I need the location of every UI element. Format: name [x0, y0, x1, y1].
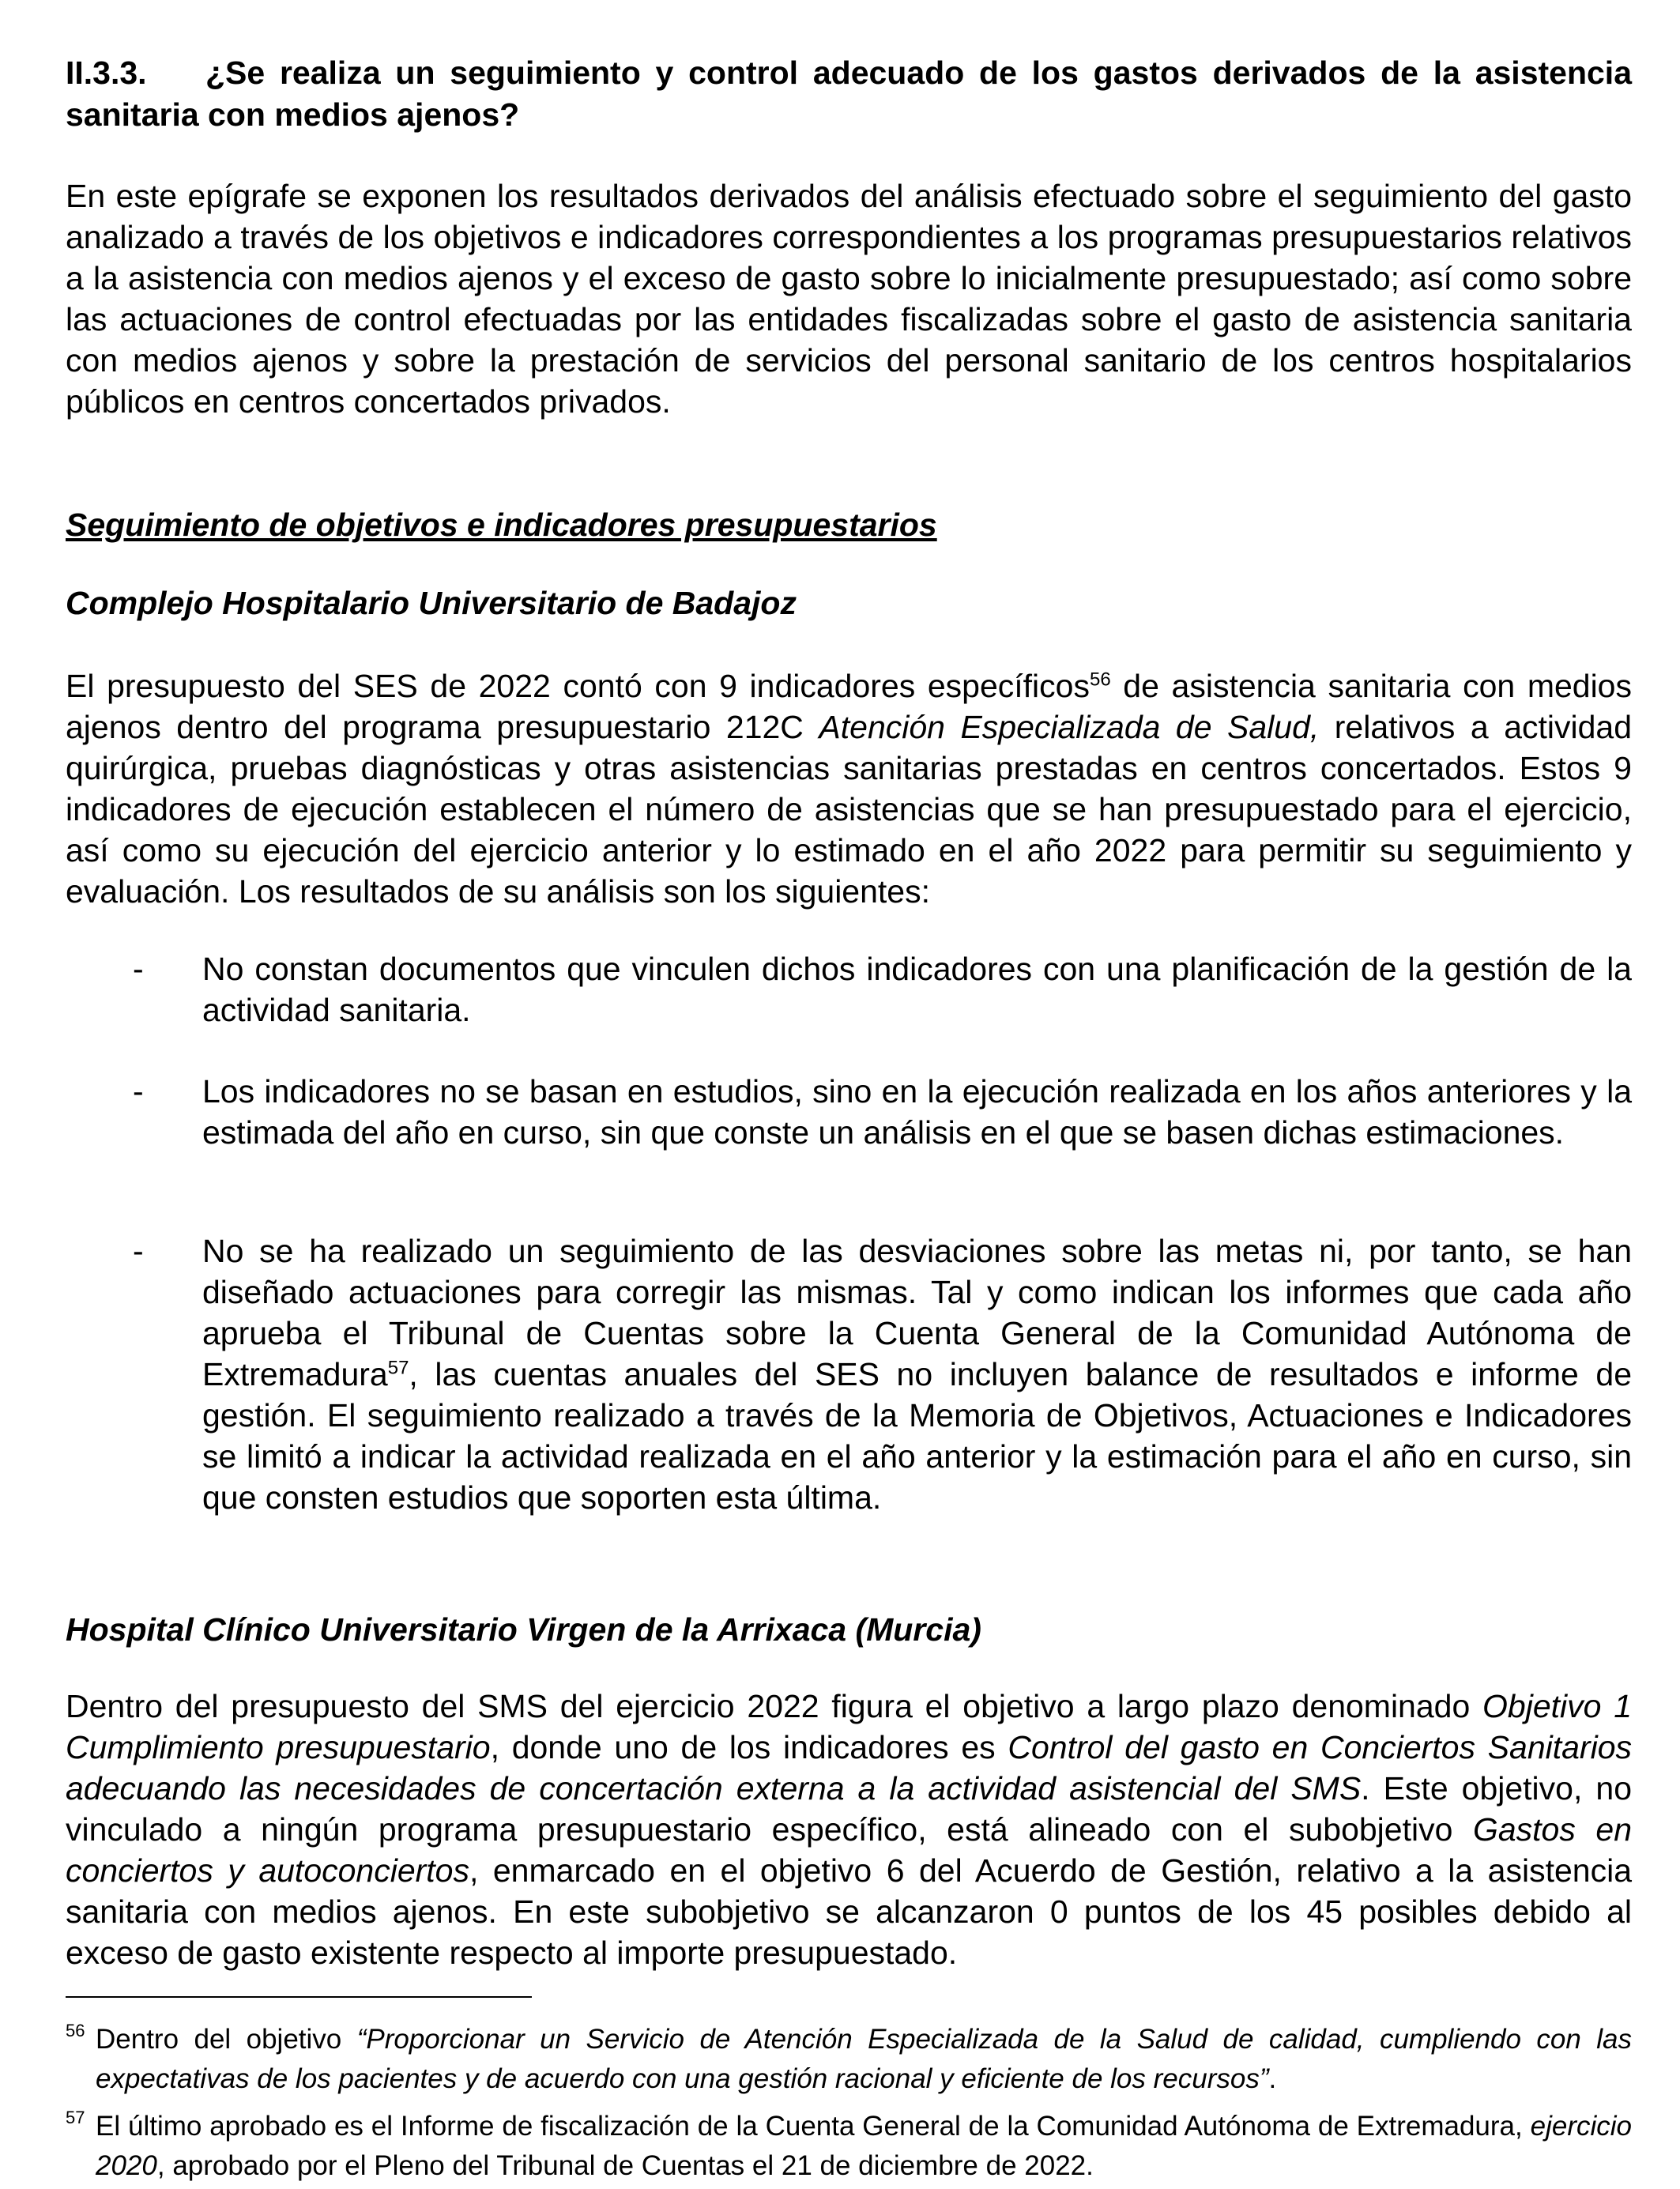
text: El último aprobado es el Informe de fiscalización de la Cuenta General de la Comunidad Autónoma de Extremadura,	[96, 2111, 1531, 2142]
footnote-56: 56 Dentro del objetivo “Proporcionar un Servicio de Atención Especializada de la Salud de calidad, cumpliendo con las expectativas de los pacientes y de acuerdo con una gestión racional y eficiente de los recursos”.	[66, 2021, 1632, 2094]
text: , enmarcado en el objetivo 6 del Acuerdo de Gestión, relativo a la asistencia sanitaria con medios ajenos. En este subobjetivo se alcanzaron 0 puntos de los 45 posibles debido al exceso de gasto existente respecto al importe presupuestado.	[66, 1852, 1632, 1971]
text: Dentro del objetivo	[96, 2024, 357, 2055]
intro-paragraph: En este epígrafe se exponen los resultados derivados del análisis efectuado sobre el seguimiento del gasto analizado a través de los objetivos e indicadores correspondientes a los programas presupuestarios relativos a la asistencia con medios ajenos y el exceso de gasto sobre lo inicialmente presupuestado; así como sobre las actuaciones de control efectuadas por las entidades fiscalizadas sobre el gasto de asistencia sanitaria con medios ajenos y sobre la prestación de servicios del personal sanitario de los centros hospitalarios públicos en centros concertados privados.	[66, 178, 1632, 420]
text: relativos a actividad quirúrgica, pruebas diagnósticas y otras asistencias sanitarias prestadas en centros concertados. Estos 9 indicadores de ejecución establecen el número de asistencias que se han presupuestado para el ejercicio, así como su ejecución del ejercicio anterior y lo estimado en el año 2022 para permitir su seguimiento y evaluación. Los resultados de su análisis son los siguientes:	[66, 709, 1633, 910]
footnote-ref-57[interactable]: 57	[387, 1357, 409, 1379]
section-number: II.3.3.	[66, 55, 147, 91]
section-title	[66, 52, 1632, 136]
text: , las cuentas anuales del SES no incluyen balance de resultados e informe de gestión. El seguimiento realizado a través de la Memoria de Objetivos, Actuaciones e Indicadores se limitó a indicar la actividad realizada en el año anterior y la estimación para el año en curso, sin que consten estudios que soporten esta última.	[202, 1356, 1632, 1516]
section-question: ¿Se realiza un seguimiento y control adecuado de los gastos derivados de la asistencia sanitaria con medios ajenos?	[66, 55, 1632, 133]
italic-text: Objetivo 1 Cumplimiento presupuestario	[66, 1688, 1632, 1765]
text: . Este objetivo, no vinculado a ningún programa presupuestario específico, está alineado con el subobjetivo	[66, 1770, 1632, 1848]
bullet-dash: -	[133, 1233, 144, 1269]
text: , donde uno de los indicadores es	[490, 1729, 1008, 1765]
footnote-57: 57 El último aprobado es el Informe de fiscalización de la Cuenta General de la Comunidad Autónoma de Extremadura, ejercicio 2020, aprobado por el Pleno del Tribunal de Cuentas el 21 de diciembre de 2022.	[66, 2108, 1632, 2181]
bullet-text	[202, 1230, 1632, 1518]
footnote-ref-56[interactable]: 56	[1089, 669, 1111, 691]
murcia-paragraph	[66, 1686, 1632, 1973]
badajoz-paragraph	[66, 665, 1632, 912]
objectives-heading: Seguimiento de objetivos e indicadores presupuestarios	[66, 507, 937, 543]
murcia-heading: Hospital Clínico Universitario Virgen de la Arrixaca (Murcia)	[66, 1611, 981, 1648]
badajoz-heading: Complejo Hospitalario Universitario de Badajoz	[66, 585, 797, 621]
bullet-dash: -	[133, 1073, 144, 1110]
bullet-dash: -	[133, 951, 144, 987]
bullet-item	[66, 1071, 1632, 1153]
text: de asistencia sanitaria con medios ajenos dentro del programa presupuestario 212C	[66, 668, 1632, 745]
program-name: Atención Especializada de Salud,	[819, 709, 1320, 745]
italic-text: Gastos en conciertos y autoconciertos	[66, 1811, 1633, 1889]
text: No se ha realizado un seguimiento de las desviaciones sobre las metas ni, por tanto, se han diseñado actuaciones para corregir las mismas. Tal y como indican los informes que cada año aprueba el Tribunal de Cuentas sobre la Cuenta General de la Comunidad Autónoma de Extremadura	[202, 1233, 1632, 1392]
italic-text: ejercicio 2020	[96, 2111, 1632, 2181]
text: , aprobado por el Pleno del Tribunal de Cuentas el 21 de diciembre de 2022.	[156, 2150, 1094, 2181]
bullet-item	[66, 948, 1632, 1030]
text: El presupuesto del SES de 2022 contó con 9 indicadores específicos	[66, 668, 1090, 704]
bullet-text: Los indicadores no se basan en estudios, sino en la ejecución realizada en los años anteriores y la estimada del año en curso, sin que conste un análisis en el que se basen dichas estimaciones.	[202, 1073, 1632, 1151]
bullet-item	[66, 1230, 1632, 1518]
text: Dentro del presupuesto del SMS del ejercicio 2022 figura el objetivo a largo plazo denominado	[66, 1688, 1483, 1724]
footnote-divider	[66, 1996, 532, 1998]
bullet-text: No constan documentos que vinculen dichos indicadores con una planificación de la gestión de la actividad sanitaria.	[202, 951, 1632, 1028]
italic-text: Control del gasto en Conciertos Sanitarios adecuando las necesidades de concertación externa a la actividad asistencial del SMS	[66, 1729, 1632, 1807]
italic-text: “Proporcionar un Servicio de Atención Especializada de la Salud de calidad, cumpliendo con las expectativas de los pacientes y de acuerdo con una gestión racional y eficiente de los recursos”	[96, 2024, 1632, 2094]
text: .	[1268, 2063, 1277, 2094]
